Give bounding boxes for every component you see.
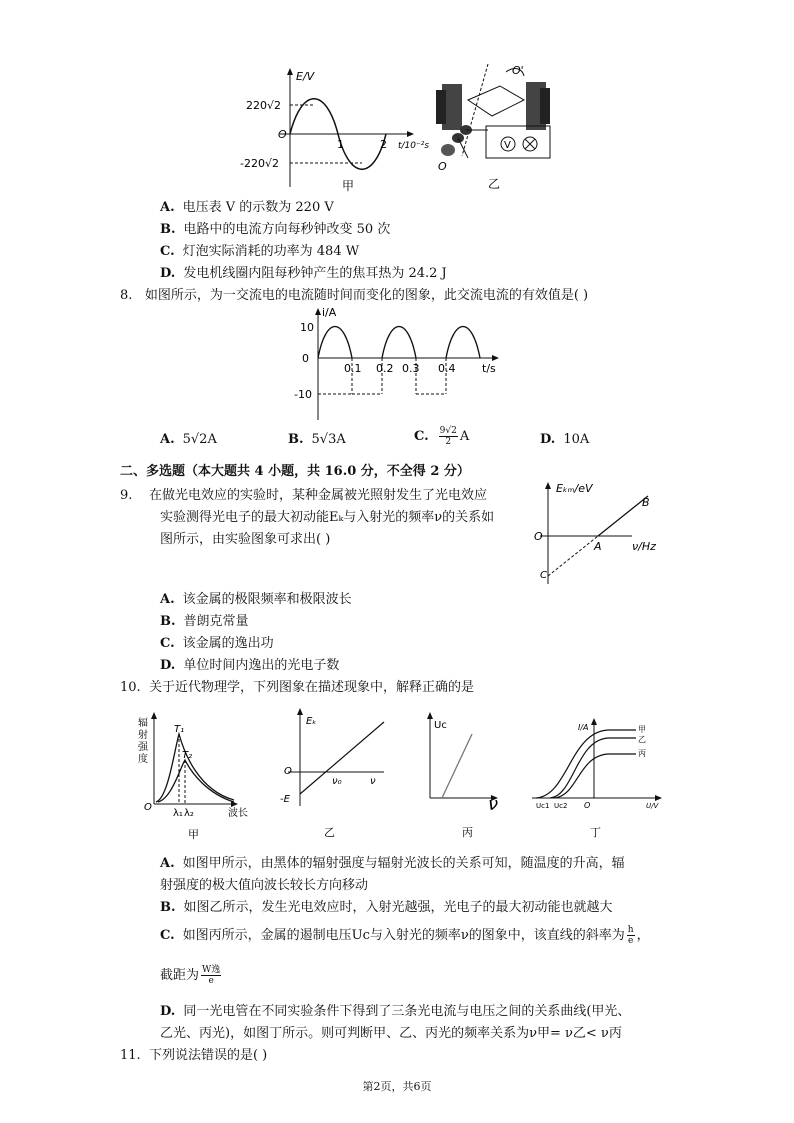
q8-stem: 8. 如图所示，为一交流电的电流随时间而变化的图象，此交流电流的有效值是( ): [120, 288, 589, 303]
sine-ytop: 220√2: [246, 99, 282, 112]
ek-v0: ν₀: [332, 776, 342, 787]
q8-option-b: B. 5√3A: [288, 432, 346, 447]
iu-ylabel: I/A: [578, 723, 589, 732]
bb-ylabel-4: 度: [138, 754, 148, 765]
q9-option-c: C. 该金属的逸出功: [160, 636, 274, 651]
figure-generator: [428, 60, 558, 195]
pe-ylabel: Eₖₘ/eV: [556, 482, 593, 495]
generator-caption: 乙: [488, 177, 501, 191]
figure-emf-sine-graph: [240, 62, 430, 197]
uc-xlabel: ν: [488, 794, 499, 815]
figure-blackbody: [138, 712, 258, 842]
figure-ek-frequency: [280, 708, 390, 842]
current-t2: 0.2: [376, 362, 394, 375]
iu-uc1: Uc1: [536, 802, 550, 810]
pe-point-b: B: [642, 496, 650, 509]
ek-origin: O: [284, 766, 292, 777]
q8-option-d: D. 10A: [540, 432, 590, 447]
bb-ylabel-3: 强: [138, 742, 148, 753]
bb-l2: λ₂: [184, 808, 194, 819]
sine-caption: 甲: [342, 179, 355, 193]
uc-caption: 丙: [462, 826, 473, 839]
bb-t2: T₂: [182, 750, 193, 761]
q10-option-c-line2: 截距为 $\frac{\text{W逸}}{e}$: [160, 965, 221, 986]
figure-uc-frequency: [418, 710, 518, 842]
sine-t2: 2: [380, 138, 387, 151]
q10-option-a-line1: A. 如图甲所示，由黑体的辐射强度与辐射光波长的关系可知，随温度的升高，辐: [160, 856, 625, 871]
q7-option-b: B. 电路中的电流方向每秒钟改变 50 次: [160, 222, 391, 237]
ek-minus-e: -E: [280, 794, 290, 805]
bb-t1: T₁: [174, 724, 185, 735]
iu-yi: 乙: [638, 735, 646, 744]
uc-ylabel: Uc: [434, 720, 447, 731]
figure-photoelectric-graph: [532, 478, 672, 588]
current-yn10: -10: [294, 388, 312, 401]
q10-option-b: B. 如图乙所示，发生光电效应时，入射光越强，光电子的最大初动能也就越大: [160, 900, 613, 915]
iu-xlabel: U/V: [646, 802, 659, 810]
q10-option-c-line1: C. 如图丙所示，金属的遏制电压Uc与入射光的频率ν的图象中，该直线的斜率为 $\frac{h}{e}$ ，: [160, 925, 650, 946]
iu-origin: O: [584, 801, 591, 810]
q11-stem: 11. 下列说法错误的是( ): [120, 1048, 268, 1063]
sine-xlabel: t/10⁻²s: [398, 141, 430, 151]
q10-stem: 10. 关于近代物理学，下列图象在描述现象中，解释正确的是: [120, 680, 474, 695]
iu-uc2: Uc2: [554, 802, 568, 810]
pe-origin: O: [534, 530, 543, 543]
bb-ylabel-2: 射: [138, 730, 148, 741]
voltmeter-label: V: [504, 140, 511, 151]
ek-caption: 乙: [324, 826, 335, 839]
q10-option-d-line1: D. 同一光电管在不同实验条件下得到了三条光电流与电压之间的关系曲线(甲光、: [160, 1004, 631, 1019]
current-t4: 0.4: [438, 362, 456, 375]
bb-caption: 甲: [188, 828, 199, 841]
current-t3: 0.3: [402, 362, 420, 375]
ek-v: ν: [370, 776, 376, 787]
q7-option-a: A. 电压表 V 的示数为 220 V: [160, 200, 334, 215]
pe-point-c: C: [540, 570, 547, 581]
sine-t1: 1: [337, 138, 344, 151]
sine-ybottom: -220√2: [240, 157, 279, 170]
sine-origin: O: [278, 128, 287, 141]
o-label: O: [438, 160, 447, 173]
figure-iu-curves: [528, 716, 668, 842]
iu-jia: 甲: [638, 725, 646, 734]
pe-xlabel: ν/Hz: [632, 540, 656, 553]
figure-current-graph: [290, 304, 505, 424]
current-t1: 0.1: [344, 362, 362, 375]
q8-option-a: A. 5√2A: [160, 432, 217, 447]
q9-option-d: D. 单位时间内逸出的光电子数: [160, 658, 340, 673]
bb-l1: λ₁: [173, 808, 183, 819]
page-footer: 第2页，共6页: [362, 1080, 432, 1093]
q9-option-a: A. 该金属的极限频率和极限波长: [160, 592, 352, 607]
ek-ylabel: Eₖ: [306, 716, 317, 727]
pe-point-a: A: [594, 540, 602, 553]
iu-caption: 丁: [590, 826, 601, 839]
section-2-heading: 二、多选题（本大题共 4 小题，共 16.0 分，不全得 2 分）: [120, 464, 470, 479]
q9-stem-line1: 9. 在做光电效应的实验时，某种金属被光照射发生了光电效应: [120, 488, 487, 503]
q7-option-c: C. 灯泡实际消耗的功率为 484 W: [160, 244, 360, 259]
current-ylabel: i/A: [322, 306, 337, 319]
current-y10: 10: [300, 321, 314, 334]
bb-ylabel-1: 辐: [138, 718, 148, 729]
current-y0: 0: [302, 352, 309, 365]
q9-option-b: B. 普朗克常量: [160, 614, 249, 629]
iu-bing: 丙: [638, 749, 646, 758]
q8-option-c: C. $\frac{9√2}{2}$ A: [414, 426, 470, 447]
bb-origin: O: [144, 802, 152, 813]
bb-xlabel: 波长: [228, 808, 248, 819]
q7-option-d: D. 发电机线圈内阻每秒钟产生的焦耳热为 24.2 J: [160, 266, 447, 281]
q10-option-d-line2: 乙光、丙光)，如图丁所示。则可判断甲、乙、丙光的频率关系为ν甲= ν乙< ν丙: [160, 1026, 622, 1041]
q9-stem-line3: 图所示，由实验图象可求出( ): [160, 532, 331, 547]
sine-ylabel: E/V: [296, 70, 315, 83]
q9-stem-line2: 实验测得光电子的最大初动能Eₖ与入射光的频率ν的关系如: [160, 510, 495, 525]
current-xlabel: t/s: [482, 362, 496, 375]
q10-option-a-line2: 射强度的极大值向波长较长方向移动: [160, 878, 369, 893]
o-prime-label: O': [512, 64, 524, 77]
